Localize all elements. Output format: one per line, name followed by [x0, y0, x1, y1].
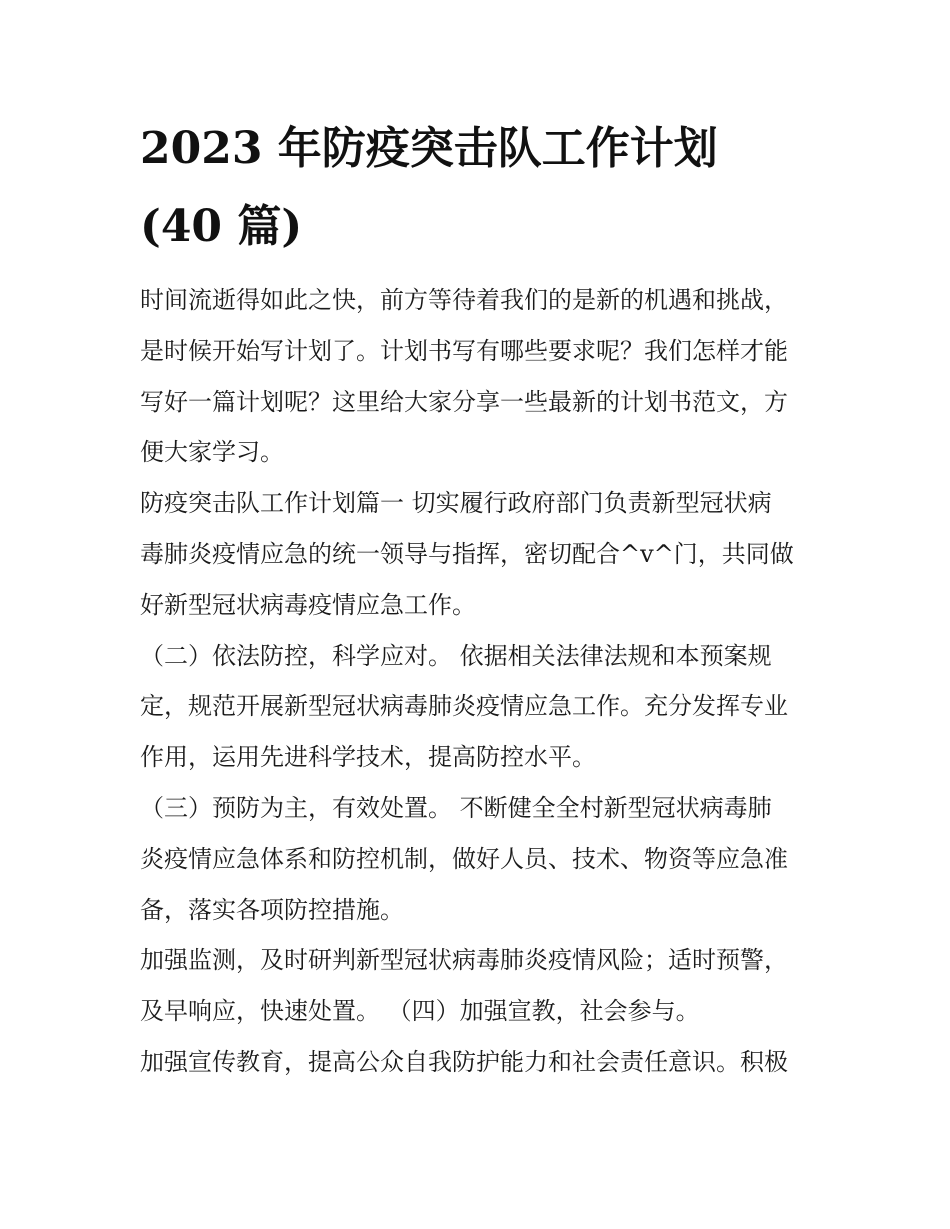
body-line: 定，规范开展新型冠状病毒肺炎疫情应急工作。充分发挥专业	[140, 692, 788, 721]
body-line: 毒肺炎疫情应急的统一领导与指挥，密切配合^v^门，共同做	[140, 539, 794, 568]
body-line: 是时候开始写计划了。计划书写有哪些要求呢？我们怎样才能	[140, 336, 788, 365]
title-line-2: (40 篇)	[140, 201, 303, 252]
body-line: （三）预防为主，有效处置。 不断健全全村新型冠状病毒肺	[140, 793, 772, 822]
body-line: （二）依法防控，科学应对。 依据相关法律法规和本预案规	[140, 641, 772, 670]
body-line: 及早响应，快速处置。 （四）加强宣教，社会参与。	[140, 997, 700, 1026]
document-body	[140, 275, 820, 1088]
body-line: 防疫突击队工作计划篇一 切实履行政府部门负责新型冠状病	[140, 489, 772, 518]
body-line: 作用，运用先进科学技术，提高防控水平。	[140, 743, 596, 772]
body-line: 加强监测，及时研判新型冠状病毒肺炎疫情风险；适时预警，	[140, 946, 788, 975]
body-line: 炎疫情应急体系和防控机制，做好人员、技术、物资等应急准	[140, 844, 788, 873]
body-line: 便大家学习。	[140, 438, 284, 467]
body-line: 备，落实各项防控措施。	[140, 895, 404, 924]
document-title	[140, 110, 820, 266]
body-line: 时间流逝得如此之快，前方等待着我们的是新的机遇和挑战，	[140, 286, 788, 314]
body-line: 好新型冠状病毒疫情应急工作。	[140, 590, 476, 619]
title-line-1: 2023 年防疫突击队工作计划	[140, 123, 718, 174]
body-line: 写好一篇计划呢？这里给大家分享一些最新的计划书范文，方	[140, 387, 788, 416]
body-line: 加强宣传教育，提高公众自我防护能力和社会责任意识。积极	[140, 1047, 788, 1076]
